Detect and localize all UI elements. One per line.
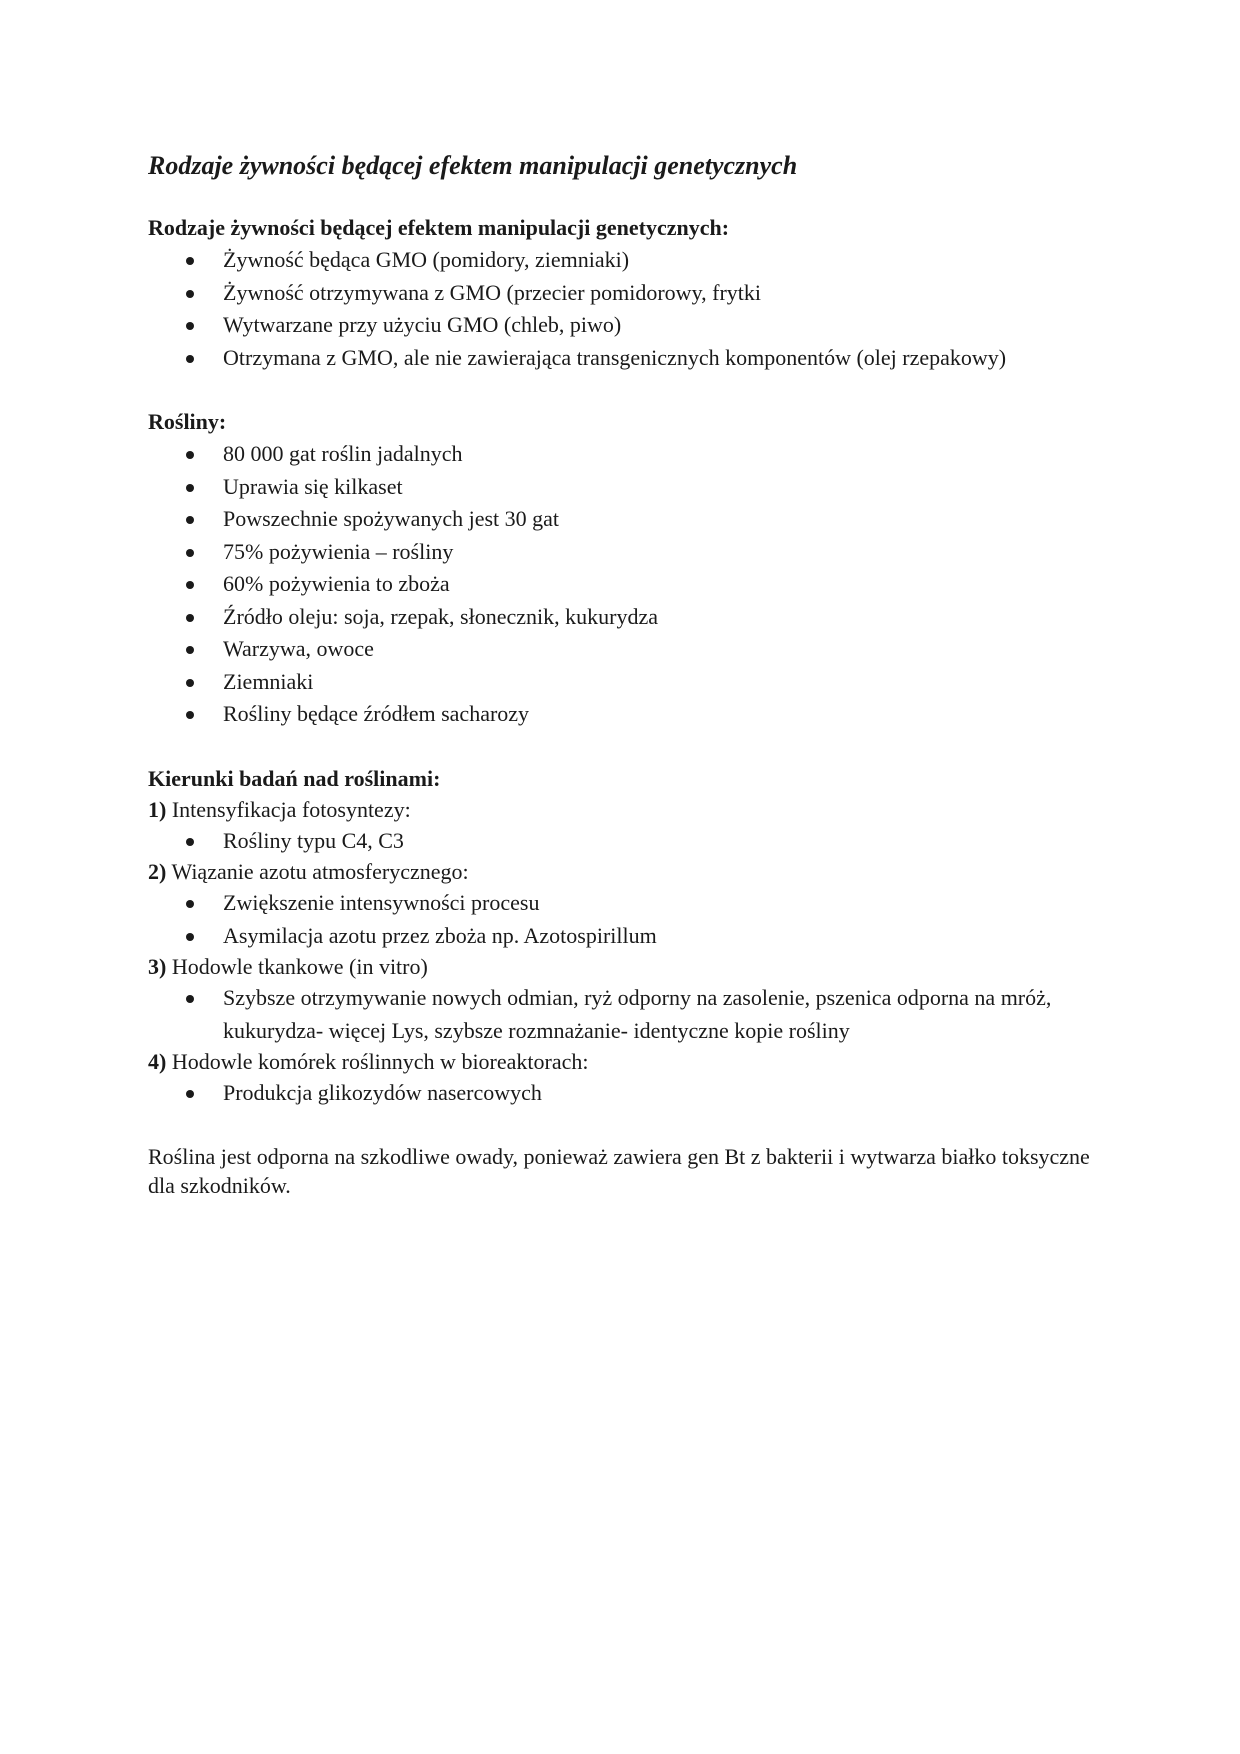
list-item: Otrzymana z GMO, ale nie zawierająca transgenicznych komponentów (olej rzepakowy)	[148, 342, 1098, 375]
bullet-icon	[186, 1090, 194, 1098]
list-item: Rośliny typu C4, C3	[148, 825, 1098, 858]
list-item: Wytwarzane przy użyciu GMO (chleb, piwo)	[148, 309, 1098, 342]
bullet-icon	[186, 322, 194, 330]
bullet-icon	[186, 581, 194, 589]
list-item: Żywność będąca GMO (pomidory, ziemniaki)	[148, 244, 1098, 277]
list-item: Ziemniaki	[148, 666, 1098, 699]
research-direction-1-list	[148, 825, 1098, 858]
closing-paragraph: Roślina jest odporna na szkodliwe owady, ponieważ zawiera gen Bt z bakterii i wytwarza białko toksyczne dla szkodników.	[148, 1143, 1090, 1198]
bullet-icon	[186, 614, 194, 622]
document-title: Rodzaje żywności będącej efektem manipulacji genetycznych	[148, 151, 798, 180]
bullet-icon	[186, 290, 194, 298]
bullet-icon	[186, 484, 194, 492]
list-item: Szybsze otrzymywanie nowych odmian, ryż odporny na zasolenie, pszenica odporna na mróż, kukurydza- więcej Lys, szybsze rozmnażanie- identyczne kopie rośliny	[148, 982, 1098, 1047]
list-item: 60% pożywienia to zboża	[148, 568, 1098, 601]
bullet-icon	[186, 711, 194, 719]
list-item: Produkcja glikozydów nasercowych	[148, 1077, 1098, 1110]
research-direction-4-list	[148, 1077, 1098, 1110]
list-item: Warzywa, owoce	[148, 633, 1098, 666]
plants-list	[148, 438, 1098, 731]
bullet-icon	[186, 646, 194, 654]
section-heading-plants: Rośliny:	[148, 409, 227, 434]
research-direction-3: 3) Hodowle tkankowe (in vitro)	[148, 954, 428, 979]
bullet-icon	[186, 933, 194, 941]
list-item: Żywność otrzymywana z GMO (przecier pomidorowy, frytki	[148, 277, 1098, 310]
list-item: 80 000 gat roślin jadalnych	[148, 438, 1098, 471]
list-item: Powszechnie spożywanych jest 30 gat	[148, 503, 1098, 536]
list-item: Źródło oleju: soja, rzepak, słonecznik, kukurydza	[148, 601, 1098, 634]
research-direction-1: 1) Intensyfikacja fotosyntezy:	[148, 796, 411, 822]
bullet-icon	[186, 355, 194, 363]
bullet-icon	[186, 451, 194, 459]
list-item: 75% pożywienia – rośliny	[148, 536, 1098, 569]
list-item: Asymilacja azotu przez zboża np. Azotospirillum	[148, 920, 1098, 953]
bullet-icon	[186, 516, 194, 524]
section-heading-research-directions: Kierunki badań nad roślinami:	[148, 765, 441, 791]
bullet-icon	[186, 549, 194, 557]
research-direction-4: 4) Hodowle komórek roślinnych w bioreaktorach:	[148, 1049, 589, 1074]
document-page	[148, 148, 1098, 1200]
bullet-icon	[186, 838, 194, 846]
bullet-icon	[186, 257, 194, 265]
bullet-icon	[186, 679, 194, 687]
list-item: Rośliny będące źródłem sacharozy	[148, 698, 1098, 731]
bullet-icon	[186, 995, 194, 1003]
bullet-icon	[186, 900, 194, 908]
section-heading-food-types: Rodzaje żywności będącej efektem manipulacji genetycznych:	[148, 215, 730, 240]
research-direction-3-list	[148, 982, 1098, 1047]
research-direction-2: 2) Wiązanie azotu atmosferycznego:	[148, 859, 469, 884]
list-item: Uprawia się kilkaset	[148, 471, 1098, 504]
list-item: Zwiększenie intensywności procesu	[148, 887, 1098, 920]
food-types-list	[148, 244, 1098, 374]
research-direction-2-list	[148, 887, 1098, 952]
